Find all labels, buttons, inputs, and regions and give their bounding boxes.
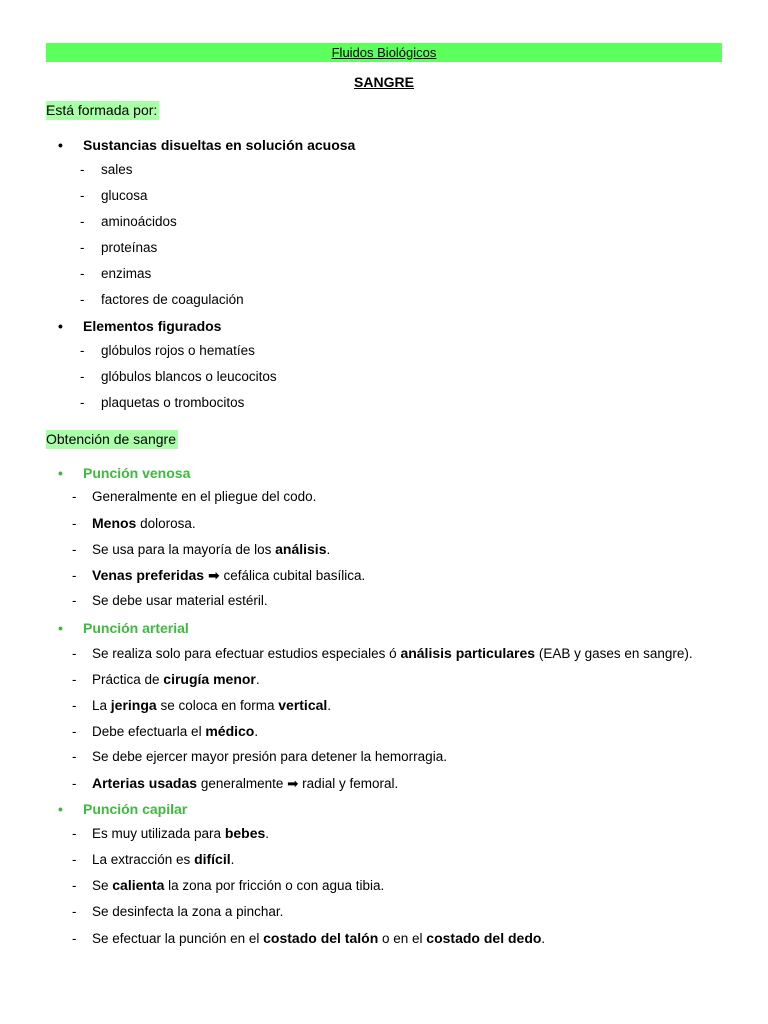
bold-text: bebes [224, 825, 266, 841]
bold-text: difícil [194, 851, 231, 868]
list-item-text: sales [101, 162, 133, 177]
list-item [72, 773, 398, 794]
collection-heading: Obtención de sangre [46, 431, 176, 447]
bullet-icon: • [58, 137, 63, 153]
text-run: se coloca en forma [156, 698, 279, 713]
list-item [72, 591, 268, 611]
text-run: cefálica cubital basílica. [219, 568, 366, 583]
dash-icon: - [72, 646, 77, 661]
text-run: . [265, 826, 270, 841]
list-item [80, 186, 148, 206]
dash-icon: - [72, 724, 77, 739]
text-run: . [326, 542, 331, 557]
dash-icon: - [72, 852, 77, 868]
bold-text: análisis particulares [400, 645, 536, 661]
bullet-label: Sustancias disueltas en solución acuosa [83, 137, 356, 153]
text-run: Práctica de [92, 672, 164, 687]
list-item-text: glóbulos rojos o hematíes [101, 343, 255, 358]
bullet-icon: • [58, 318, 63, 334]
text-run: Es muy utilizada para [92, 826, 225, 841]
document-title: Fluidos Biológicos [46, 43, 722, 62]
list-item [80, 341, 255, 361]
dash-icon: - [72, 542, 77, 557]
bullet-label: Elementos figurados [83, 318, 222, 334]
list-item [72, 565, 365, 586]
list-item [80, 264, 151, 284]
dash-icon: - [80, 188, 85, 203]
list-item [80, 212, 177, 232]
dash-icon: - [80, 395, 85, 410]
text-run: dolorosa. [136, 516, 196, 531]
dash-icon: - [80, 343, 85, 358]
list-item-text: glucosa [101, 188, 148, 203]
list-item [72, 902, 283, 922]
text-run: Se debe ejercer mayor presión para detener la hemorragia. [92, 749, 447, 764]
bold-text: cirugía menor [163, 671, 256, 687]
bullet-label: Punción venosa [83, 465, 191, 481]
bold-text: costado del dedo [426, 929, 542, 946]
list-item [72, 643, 693, 664]
dash-icon: - [72, 878, 77, 894]
text-run: La extracción es [92, 852, 195, 868]
list-item [72, 875, 384, 896]
dash-icon: - [72, 568, 77, 583]
text-run: La [92, 698, 111, 713]
list-item [80, 160, 133, 180]
list-item [72, 747, 447, 767]
text-run: la zona por fricción o con agua tibia. [164, 878, 385, 894]
list-item [72, 669, 260, 690]
bullet-formed-elements [58, 316, 221, 336]
dash-icon: - [72, 489, 77, 504]
dash-icon: - [80, 162, 85, 177]
list-item [72, 513, 196, 534]
bullet-arterial-puncture [58, 618, 189, 638]
dash-icon: - [72, 672, 77, 687]
text-run: Se usa para la mayoría de los [92, 542, 276, 557]
dash-icon: - [80, 214, 85, 229]
text-run: generalmente ➡ radial y femoral. [197, 776, 399, 791]
dash-icon: - [72, 826, 77, 841]
composition-heading: Está formada por: [46, 102, 158, 118]
list-item [72, 721, 258, 742]
bullet-label: Punción capilar [83, 801, 188, 817]
bold-text: costado del talón [263, 929, 379, 946]
dash-icon: - [72, 930, 77, 946]
bold-text: médico [205, 723, 255, 739]
bullet-label: Punción arterial [83, 620, 189, 636]
dash-icon: - [80, 369, 85, 384]
list-item [72, 487, 316, 507]
bold-text: Menos [92, 515, 137, 531]
list-item-text: plaquetas o trombocitos [101, 395, 245, 410]
list-item [72, 539, 330, 560]
dash-icon: - [72, 698, 77, 713]
dash-icon: - [80, 266, 85, 281]
bullet-venous-puncture [58, 463, 190, 483]
text-run: Se realiza solo para efectuar estudios especiales ó [92, 646, 401, 661]
dash-icon: - [72, 593, 77, 608]
dash-icon: - [80, 292, 85, 307]
text-run: Generalmente en el pliegue del codo. [92, 489, 317, 504]
list-item-text: enzimas [101, 266, 152, 281]
bullet-icon: • [58, 801, 63, 817]
list-item [72, 928, 545, 949]
bullet-dissolved-substances [58, 135, 355, 155]
list-item [80, 367, 277, 387]
text-run: (EAB y gases en sangre). [535, 646, 693, 661]
text-run: . [541, 930, 546, 946]
dash-icon: - [72, 776, 77, 791]
bold-text: Venas preferidas ➡ [92, 567, 220, 583]
dash-icon: - [72, 516, 77, 531]
text-run: Debe efectuarla el [92, 724, 206, 739]
bold-text: Arterias usadas [92, 775, 198, 791]
list-item-text: glóbulos blancos o leucocitos [101, 369, 277, 384]
bold-text: calienta [112, 877, 165, 894]
list-item [80, 393, 244, 413]
dash-icon: - [80, 240, 85, 255]
list-item [80, 238, 157, 258]
bullet-icon: • [58, 465, 63, 481]
bold-text: jeringa [110, 697, 157, 713]
text-run: Se efectuar la punción en el [92, 930, 264, 946]
list-item-text: proteínas [101, 240, 158, 255]
dash-icon: - [72, 749, 77, 764]
text-run: Se debe usar material estéril. [92, 593, 268, 608]
dash-icon: - [72, 903, 77, 919]
text-run: . [230, 852, 235, 868]
list-item-text: aminoácidos [101, 214, 177, 229]
bold-text: análisis [275, 541, 327, 557]
list-item [72, 849, 234, 870]
list-item [72, 823, 269, 844]
text-run: . [254, 724, 259, 739]
text-run: Se [92, 878, 113, 894]
list-item-text: factores de coagulación [101, 292, 244, 307]
bullet-capillary-puncture [58, 799, 187, 819]
bold-text: vertical [278, 697, 328, 713]
text-run: Se desinfecta la zona a pinchar. [92, 903, 284, 919]
text-run: o en el [378, 930, 427, 946]
list-item [72, 695, 331, 716]
bullet-icon: • [58, 620, 63, 636]
text-run: . [255, 672, 260, 687]
list-item [80, 290, 244, 310]
section-title: SANGRE [354, 74, 414, 90]
text-run: . [327, 698, 332, 713]
